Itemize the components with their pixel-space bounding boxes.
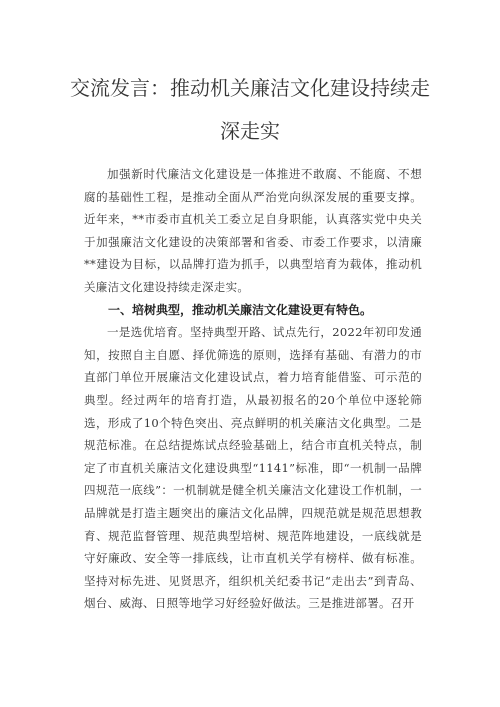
document-body	[84, 163, 422, 615]
intro-paragraph: 加强新时代廉洁文化建设是一体推进不敢腐、不能腐、不想腐的基础性工程，是推动全面从严治党向纵深发展的重要支撑。近年来，**市委市直机关工委立足自身职能，认真落实党中央关于加强廉洁文化建设的决策部署和省委、市委工作要求，以清廉**建设为目标，以品牌打造为抓手，以典型培育为载体，推动机关廉洁文化建设持续走深走实。	[84, 167, 422, 294]
document-title-line-2: 深走实	[220, 119, 280, 143]
section-heading-1: 一、培树典型，推动机关廉洁文化建设更有特色。	[108, 302, 373, 317]
document-title-line-1: 交流发言：推动机关廉洁文化建设持续走	[70, 76, 430, 100]
section-1-paragraph: 一是选优培育。坚持典型开路、试点先行，2022年初印发通知，按照自主自愿、择优筛选的原则，选择有基础、有潜力的市直部门单位开展廉洁文化建设试点，着力培育能借鉴、可示范的典型。经过两年的培育打造，从最初报名的20个单位中逐轮筛选，形成了10个特色突出、亮点鲜明的机关廉洁文化典型。二是规范标准。在总结提炼试点经验基础上，结合市直机关特点，制定了市直机关廉洁文化建设典型“1141”标准，即“一机制一品牌四规范一底线”：一机制就是健全机关廉洁文化建设工作机制，一品牌就是打造主题突出的廉洁文化品牌，四规范就是规范思想教育、规范监督管理、规范典型培树、规范阵地建设，一底线就是守好廉政、安全等一排底线，让市直机关学有榜样、做有标准。坚持对标先进、见贤思齐，组织机关纪委书记“走出去”到青岛、烟台、威海、日照等地学习好经验好做法。三是推进部署。召开	[84, 325, 422, 611]
